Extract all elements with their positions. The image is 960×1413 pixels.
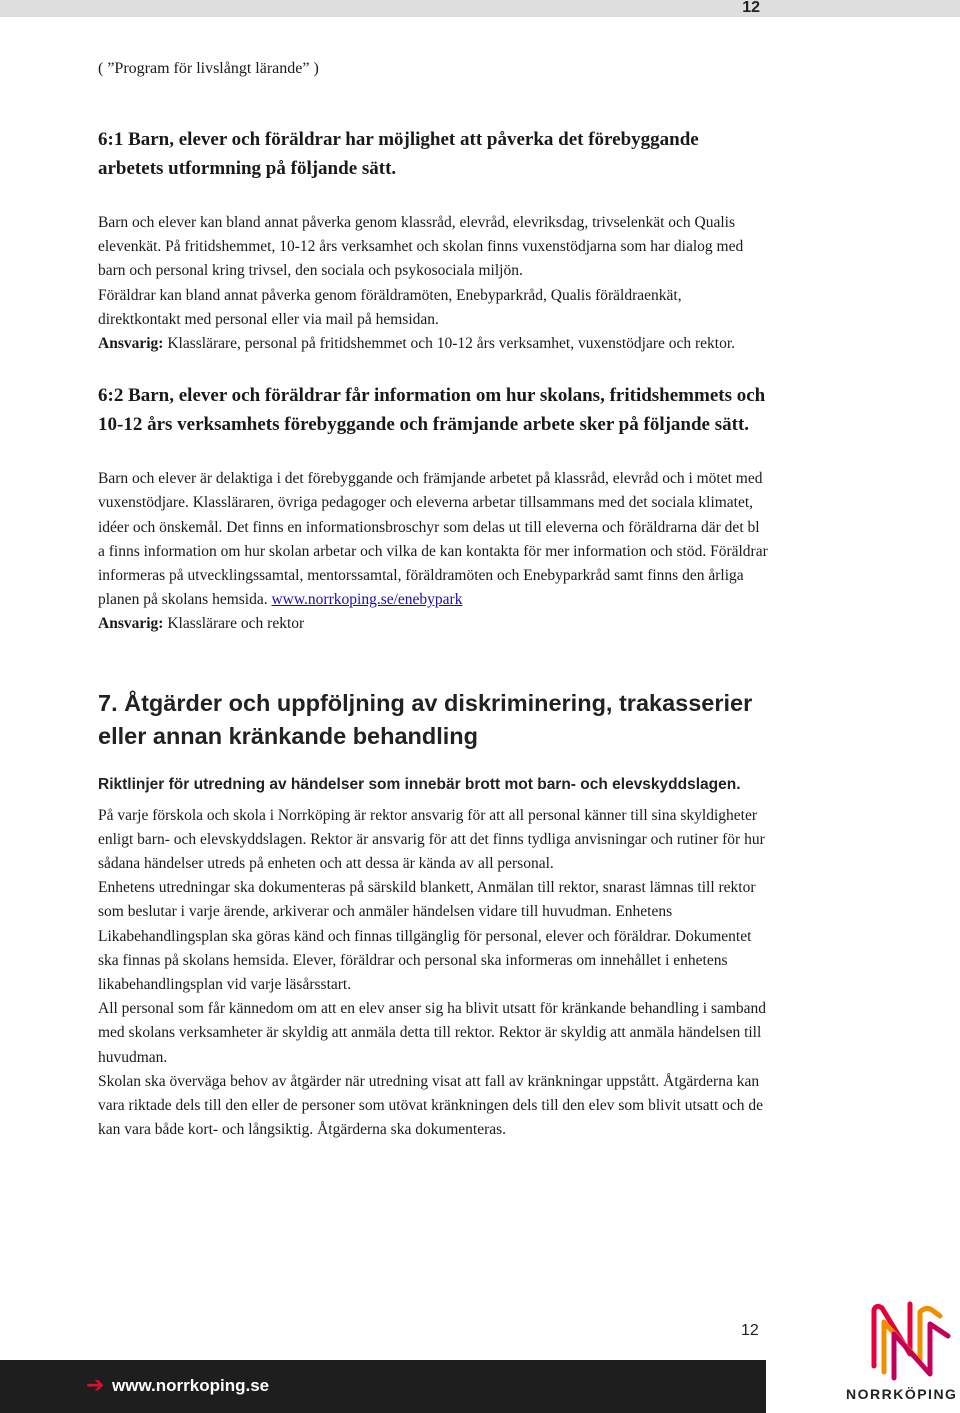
section-7-paragraph-1: På varje förskola och skola i Norrköping är rektor ansvarig för att all personal känner till sina skyldigheter enligt barn- och elevskyddslagen. Rektor är ansvarig för att det finns tydliga anvisningar och rutiner för hur sådana händelser utreds på enheten och att dessa är kända av all personal. [98,806,765,873]
program-label: ( ”Program för livslångt lärande” ) [98,60,319,77]
section-6-2-paragraph [98,467,768,612]
section-6-2-responsible [98,612,768,636]
responsible-text: Klasslärare och rektor [163,615,305,633]
responsible-label: Ansvarig: [98,615,164,633]
section-6-1-responsible [98,332,768,356]
arrow-right-icon: ➔ [86,1373,105,1398]
responsible-label: Ansvarig: [98,335,164,353]
footer-page-number: 12 [741,1322,759,1339]
logo-wordmark: NORRKÖPING [846,1386,958,1402]
footer-bar [0,1360,766,1413]
document-body [98,58,768,1142]
responsible-text: Klasslärare, personal på fritidshemmet och 10-12 års verksamhet, vuxenstödjare och rektor. [163,335,736,353]
section-7-paragraph-4: Skolan ska överväga behov av åtgärder när utredning visat att fall av kränkningar uppstått. Åtgärderna kan vara riktade dels till den eller de personer som utövat kränkningen dels till den elev som blivit utsatt och de kan vara både kort- och långsiktig. Åtgärderna ska dokumenteras. [98,1072,764,1139]
section-6-2-heading: 6:2 Barn, elever och föräldrar får information om hur skolans, fritidshemmets och 10-12 års verksamhets förebyggande och främjande arbete sker på följande sätt. [98,385,766,436]
section-6-1-paragraph-1: Barn och elever kan bland annat påverka genom klassråd, elevråd, elevriksdag, trivselenkät och Qualis elevenkät. På fritidshemmet, 10-12 års verksamhet och skolan finns vuxenstödjarna som har dialog med barn och personal kring trivsel, den sociala och psykosociala miljön. [98,214,744,280]
section-6-2-text: Barn och elever är delaktiga i det förebyggande och främjande arbetet på klassråd, elevråd och i mötet med vuxenstödjare. Klassläraren, övriga pedagoger och eleverna arbetar tillsammans med det sociala klimatet, idéer och önskemål. Det finns en informationsbroschyr som delas ut till eleverna och föräldrarna där det bl a finns information om hur skolan arbetar och vilka de kan kontakta för mer information och stöd. Föräldrar informeras på utvecklingssamtal, mentorssamtal, föräldramöten och Enebyparkråd samt finns den årliga planen på skolans hemsida. [98,470,768,609]
section-7-heading: 7. Åtgärder och uppföljning av diskriminering, trakasserier eller annan kränkande behandling [98,689,753,749]
section-7-paragraph-3: All personal som får kännedom om att en elev anser sig ha blivit utsatt för kränkande behandling i samband med skolans verksamheter är skyldig att anmäla detta till rektor. Rektor är skyldig att anmäla händelsen till huvudman. [98,1000,767,1066]
section-6-1-heading: 6:1 Barn, elever och föräldrar har möjlighet att påverka det förebyggande arbetets utformning på följande sätt. [98,129,699,179]
top-header-bar [0,0,960,17]
enebypark-link[interactable]: www.norrkoping.se/enebypark [271,591,463,609]
header-page-number: 12 [742,0,760,16]
footer-url[interactable]: www.norrkoping.se [112,1376,270,1395]
section-6-1-paragraph-2: Föräldrar kan bland annat påverka genom föräldramöten, Enebyparkråd, Qualis föräldraenkät, direktkontakt med personal eller via mail på hemsidan. [98,286,682,328]
section-7-subheading: Riktlinjer för utredning av händelser som innebär brott mot barn- och elevskyddslagen. [98,775,741,793]
section-7-paragraph-2: Enhetens utredningar ska dokumenteras på särskild blankett, Anmälan till rektor, snarast lämnas till rektor som beslutar i varje ärende, arkiverar och anmäler händelsen vidare till huvudman. Enhetens Likabehandlingsplan ska göras känd och finnas tillgänglig för personal, elever och föräldrar. Dokumentet ska finnas på skolans hemsida. Elever, föräldrar och personal ska informeras om innehållet i enhetens likabehandlingsplan vid varje läsårsstart. [98,879,756,994]
